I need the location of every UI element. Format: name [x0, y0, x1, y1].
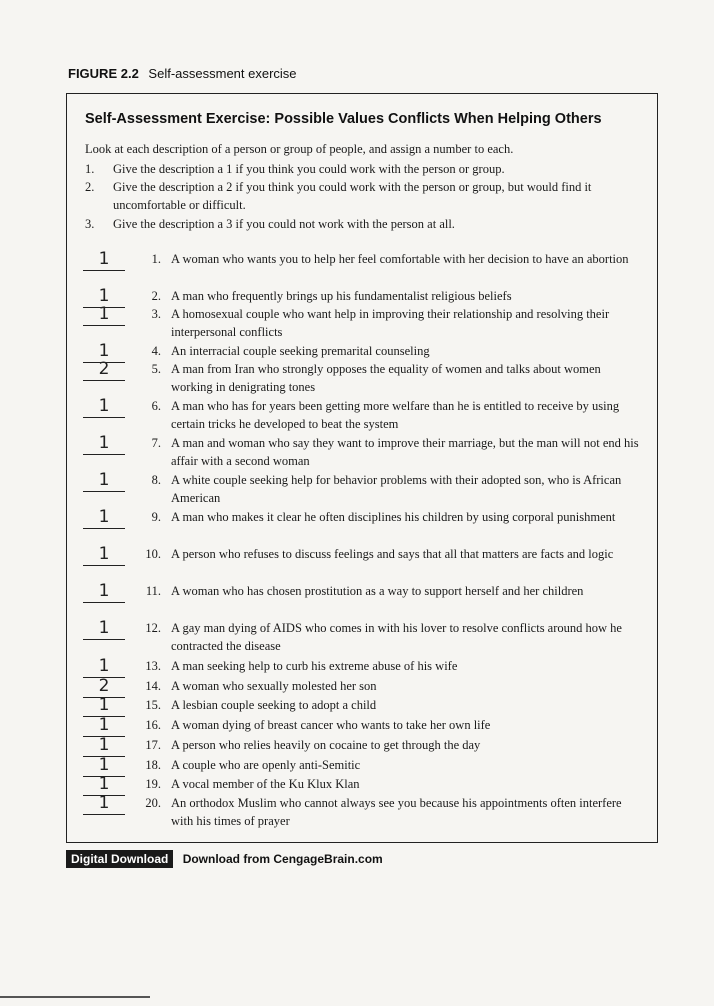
- answer-blank[interactable]: 1: [83, 582, 125, 603]
- answer-blank[interactable]: 1: [83, 508, 125, 529]
- item-number: 13.: [145, 659, 161, 673]
- answer-blank[interactable]: 1: [83, 794, 125, 815]
- item-text: A woman dying of breast cancer who wants to take her own life: [171, 718, 491, 732]
- item-number: 8.: [151, 473, 161, 487]
- answer-blank[interactable]: 1: [83, 397, 125, 418]
- exercise-box: [66, 93, 658, 843]
- item-text: A woman who has chosen prostitution as a way to support herself and her children: [171, 584, 584, 598]
- answer-blank[interactable]: 1: [83, 775, 125, 796]
- item-number: 10.: [145, 547, 161, 561]
- instruction-number: 1.: [85, 162, 95, 176]
- figure-caption-text: Self-assessment exercise: [148, 66, 297, 81]
- item-text: A homosexual couple who want help in improving their relationship and resolving their interpersonal conflicts: [171, 307, 610, 339]
- item-text: A person who refuses to discuss feelings and says that all that matters are facts and logic: [171, 547, 614, 561]
- item-number: 5.: [151, 362, 161, 376]
- item-number: 7.: [151, 436, 161, 450]
- instruction-number: 3.: [85, 217, 95, 231]
- digital-download-footer: [66, 850, 383, 868]
- item-number: 15.: [145, 698, 161, 712]
- item-text: A man who makes it clear he often disciplines his children by using corporal punishment: [171, 510, 616, 524]
- answer-blank[interactable]: 1: [83, 250, 125, 271]
- answer-blank[interactable]: 2: [83, 677, 125, 698]
- figure-caption: [68, 66, 297, 81]
- item-text: An interracial couple seeking premarital counseling: [171, 344, 430, 358]
- answer-blank[interactable]: 1: [83, 342, 125, 363]
- item-number: 14.: [145, 679, 161, 693]
- exercise-title: Self-Assessment Exercise: Possible Values Conflicts When Helping Others: [85, 111, 602, 127]
- item-text: A gay man dying of AIDS who comes in with his lover to resolve conflicts around how he contracted the disease: [171, 621, 622, 653]
- instruction-text: Give the description a 1 if you think you could work with the person or group.: [113, 162, 505, 176]
- answer-blank[interactable]: 1: [83, 287, 125, 308]
- item-text: A man seeking help to curb his extreme abuse of his wife: [171, 659, 458, 673]
- answer-blank[interactable]: 2: [83, 360, 125, 381]
- item-text: A man who frequently brings up his fundamentalist religious beliefs: [171, 289, 512, 303]
- answer-blank[interactable]: 1: [83, 756, 125, 777]
- instruction-text: Give the description a 3 if you could not work with the person at all.: [113, 217, 455, 231]
- item-number: 19.: [145, 777, 161, 791]
- item-text: An orthodox Muslim who cannot always see you because his appointments often interfere with his times of prayer: [171, 796, 622, 828]
- item-text: A man and woman who say they want to improve their marriage, but the man will not end his affair with a second woman: [171, 436, 639, 468]
- item-number: 18.: [145, 758, 161, 772]
- item-number: 4.: [151, 344, 161, 358]
- answer-blank[interactable]: 1: [83, 619, 125, 640]
- item-text: A couple who are openly anti-Semitic: [171, 758, 361, 772]
- answer-blank[interactable]: 1: [83, 545, 125, 566]
- figure-number: FIGURE 2.2: [68, 66, 139, 81]
- item-number: 20.: [145, 796, 161, 810]
- item-text: A vocal member of the Ku Klux Klan: [171, 777, 360, 791]
- item-number: 11.: [145, 584, 161, 598]
- item-number: 3.: [151, 307, 161, 321]
- item-text: A lesbian couple seeking to adopt a child: [171, 698, 377, 712]
- answer-blank[interactable]: 1: [83, 696, 125, 717]
- item-number: 16.: [145, 718, 161, 732]
- item-text: A person who relies heavily on cocaine to get through the day: [171, 738, 481, 752]
- digital-download-badge: Digital Download: [66, 850, 173, 868]
- item-text: A man from Iran who strongly opposes the equality of women and talks about women working in denigrating tones: [171, 362, 601, 394]
- answer-blank[interactable]: 1: [83, 305, 125, 326]
- item-number: 2.: [151, 289, 161, 303]
- answer-blank[interactable]: 1: [83, 716, 125, 737]
- item-number: 6.: [151, 399, 161, 413]
- item-number: 9.: [151, 510, 161, 524]
- item-text: A woman who sexually molested her son: [171, 679, 377, 693]
- item-number: 1.: [151, 252, 161, 266]
- answer-blank[interactable]: 1: [83, 434, 125, 455]
- download-link-text[interactable]: Download from CengageBrain.com: [182, 852, 383, 866]
- item-number: 12.: [145, 621, 161, 635]
- answer-blank[interactable]: 1: [83, 657, 125, 678]
- item-number: 17.: [145, 738, 161, 752]
- answer-blank[interactable]: 1: [83, 736, 125, 757]
- exercise-intro: Look at each description of a person or group of people, and assign a number to each.: [85, 142, 514, 156]
- answer-blank[interactable]: 1: [83, 471, 125, 492]
- item-text: A woman who wants you to help her feel comfortable with her decision to have an abortion: [171, 252, 629, 266]
- scan-edge-line: [0, 996, 150, 998]
- instruction-number: 2.: [85, 180, 95, 194]
- instruction-text: Give the description a 2 if you think you could work with the person or group, but would find it uncomfortable or difficult.: [113, 180, 592, 212]
- item-text: A white couple seeking help for behavior problems with their adopted son, who is African American: [171, 473, 622, 505]
- item-text: A man who has for years been getting more welfare than he is entitled to receive by using certain tricks he developed to beat the system: [171, 399, 620, 431]
